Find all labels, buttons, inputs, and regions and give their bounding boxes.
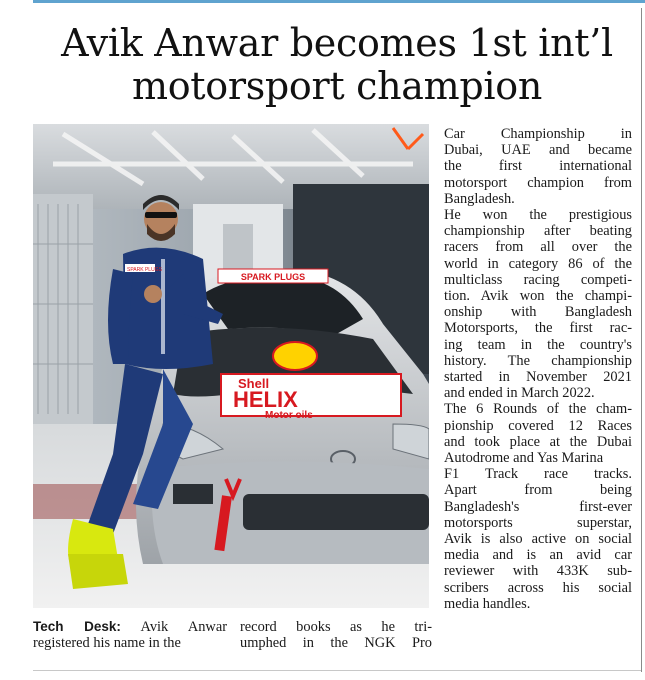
headline <box>33 22 641 108</box>
col3-line: F1 Track race tracks. <box>444 466 632 483</box>
col3-line: championship after beating <box>444 223 632 240</box>
roof-banner-text: SPARK PLUGS <box>240 272 306 282</box>
helix-text: HELIX <box>233 387 298 412</box>
col3-line: world in category 86 of the <box>444 255 632 272</box>
top-accent-bar <box>33 0 645 3</box>
col3-line: history. The championship <box>444 352 632 369</box>
col1-line-1: Avik Anwar <box>140 619 227 635</box>
col3-line: Apart from being <box>444 482 632 499</box>
col3-line: tion. Avik won the champi- <box>444 288 632 305</box>
col3-line: the first international <box>444 158 632 175</box>
col3-line: media and is an avid car <box>444 547 632 564</box>
col3-line: Dubai, UAE and became <box>444 142 632 159</box>
article-column-right <box>444 126 632 612</box>
col3-line: and ended in March 2022. <box>444 385 595 402</box>
col3-line: pionship covered 12 Races <box>444 417 632 434</box>
col3-line: motorsport champion from <box>444 174 632 191</box>
col2-line-2: umphed in the NGK Pro <box>240 635 432 652</box>
headline-line-2: motorsport champion <box>131 64 543 108</box>
col3-line: reviewer with 433K sub- <box>444 563 632 580</box>
col2-line-1: record books as he tri- <box>240 619 432 635</box>
col3-line: motorsports superstar, <box>444 514 632 531</box>
col3-line: The 6 Rounds of the cham- <box>444 401 632 418</box>
col3-line: Autodrome and Yas Marina <box>444 450 604 467</box>
col3-line: multiclass racing competi- <box>444 271 632 288</box>
col3-line: Motorsports, the first rac- <box>444 320 632 337</box>
article-column-2 <box>240 619 432 651</box>
bottom-rule <box>33 670 641 671</box>
col3-line: Bangladesh's first-ever <box>444 498 632 515</box>
col3-line: racers from all over the <box>444 239 632 256</box>
tech-desk-kicker: Tech Desk: <box>33 619 121 634</box>
col3-line: and took place at the Dubai <box>444 433 632 450</box>
col3-line: Avik is also active on social <box>444 531 632 548</box>
headline-line-1: Avik Anwar becomes 1st int’l <box>61 21 613 65</box>
col3-line: media handles. <box>444 595 531 612</box>
col3-line: He won the prestigious <box>444 207 632 224</box>
suit-patch-text: SPARK PLUGS <box>127 267 162 273</box>
column-rule <box>641 8 642 672</box>
article-photo <box>33 124 429 608</box>
col3-line: Bangladesh. <box>444 190 515 207</box>
col3-line: onship with Bangladesh <box>444 304 632 321</box>
article-column-1 <box>33 619 227 651</box>
col3-line: started in November 2021 <box>444 369 632 386</box>
col3-line: Car Championship in <box>444 126 632 142</box>
shell-text: Shell <box>238 376 270 391</box>
col3-line: scribers across his social <box>444 579 632 596</box>
col3-line: ing team in the country's <box>444 336 632 353</box>
col1-line-2: registered his name in the <box>33 635 181 652</box>
motor-oils-text: Motor oils <box>265 410 313 421</box>
